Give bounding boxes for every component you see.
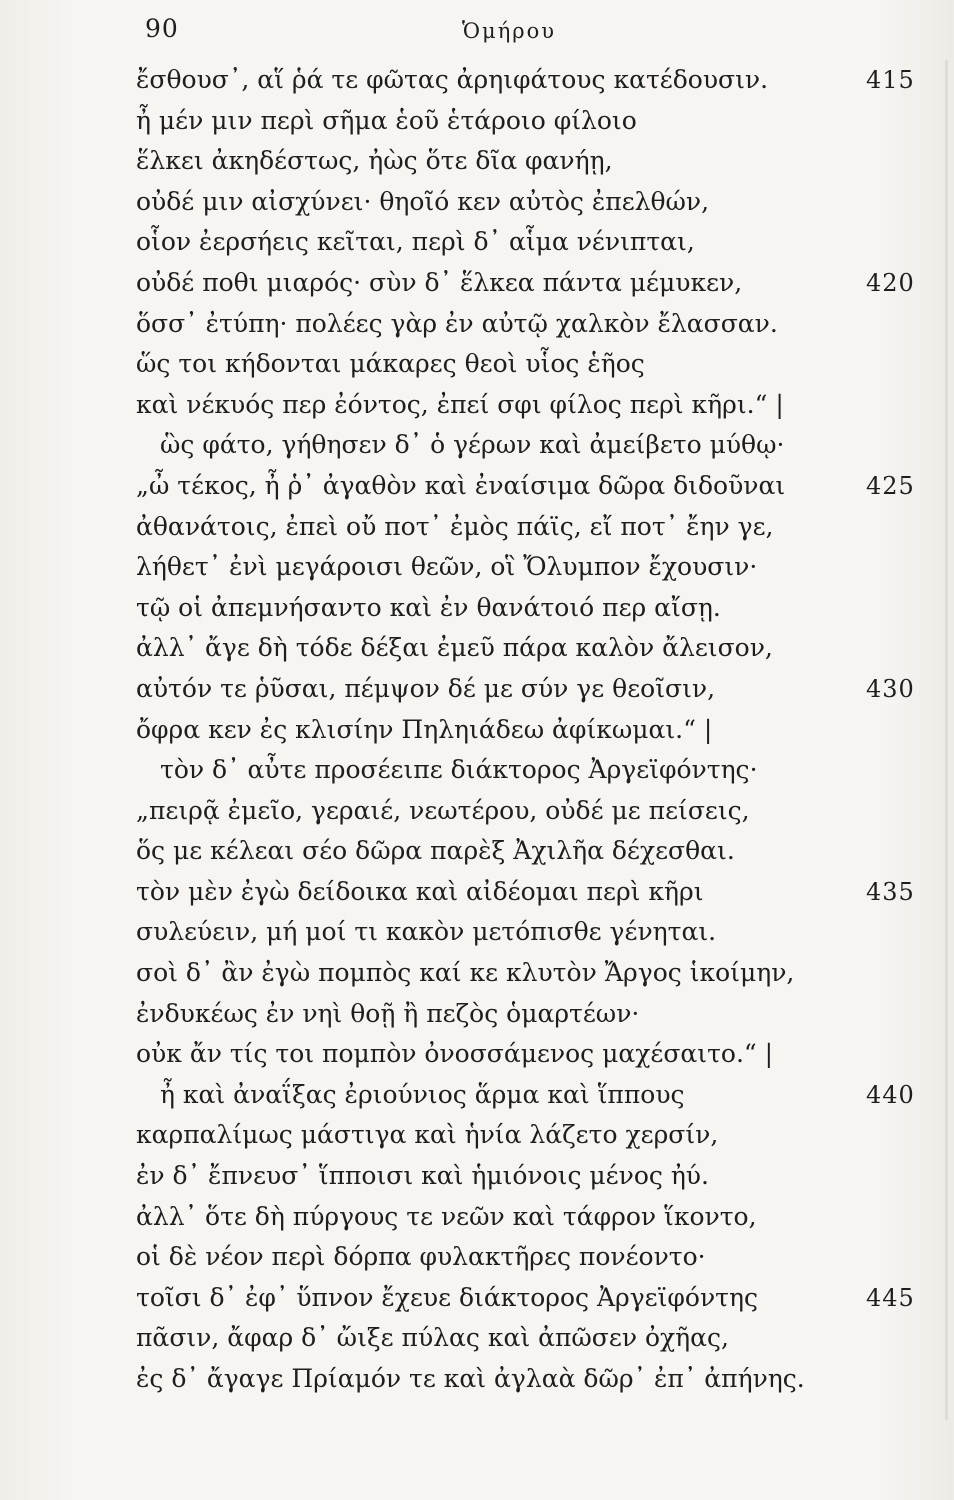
verse-text: ἔσθουσ᾽, αἵ ῥά τε φῶτας ἀρηιφάτους κατέδουσιν. [136, 65, 769, 94]
verse-line [0, 1320, 954, 1361]
verse-text: ἐς δ᾽ ἄγαγε Πρίαμόν τε καὶ ἀγλαὰ δῶρ᾽ ἐπ᾽ ἀπήνης. [136, 1364, 805, 1393]
verse-line [0, 143, 954, 184]
verse-line [0, 874, 954, 915]
verse-text: τοῖσι δ᾽ ἐφ᾽ ὕπνον ἔχευε διάκτορος Ἀργεϊφόντης [136, 1282, 758, 1312]
verse-line [0, 833, 954, 874]
verse-text: καὶ νέκυός περ ἐόντος, ἐπεί σφι φίλος περὶ κῆρι.“ | [136, 389, 784, 419]
verse-line [0, 712, 954, 753]
verse-text: ἐν δ᾽ ἔπνευσ᾽ ἵπποισι καὶ ἡμιόνοις μένος ἠύ. [136, 1161, 709, 1191]
verse-line [0, 1280, 954, 1321]
verse-text: συλεύειν, μή μοί τι κακὸν μετόπισθε γένηται. [136, 917, 717, 947]
verse-line [0, 468, 954, 509]
verse-text: ὅσσ᾽ ἐτύπη· πολέες γὰρ ἐν αὐτῷ χαλκὸν ἔλασσαν. [136, 308, 778, 338]
line-number: 445 [866, 1283, 915, 1312]
verse-text: ἦ μέν μιν περὶ σῆμα ἑοῦ ἑτάροιο φίλοιο [136, 105, 637, 135]
verse-text: οὐδέ μιν αἰσχύνει· θηοῖό κεν αὐτὸς ἐπελθών, [136, 186, 710, 216]
verse-text: λήθετ᾽ ἐνὶ μεγάροισι θεῶν, οἳ Ὄλυμπον ἔχουσιν· [136, 552, 758, 582]
verse-line [0, 103, 954, 144]
verse-line [0, 427, 954, 468]
verse-text: καρπαλίμως μάστιγα καὶ ἡνία λάζετο χερσίν, [136, 1120, 719, 1150]
verse-line [0, 914, 954, 955]
verse-line [0, 1158, 954, 1199]
page-edge-shadow [945, 60, 948, 1420]
verse-text: ὣς φάτο, γήθησεν δ᾽ ὁ γέρων καὶ ἀμείβετο μύθῳ· [160, 430, 785, 460]
verse-text: ἦ καὶ ἀναΐξας ἐριούνιος ἅρμα καὶ ἵππους [160, 1079, 685, 1109]
verse-text: πᾶσιν, ἄφαρ δ᾽ ὤιξε πύλας καὶ ἀπῶσεν ὀχῆας, [136, 1323, 729, 1353]
line-number: 440 [866, 1080, 915, 1109]
verse-text: ὥς τοι κήδονται μάκαρες θεοὶ υἷος ἑῆος [136, 349, 645, 379]
verse-line [0, 62, 954, 103]
verse-text: οὐδέ ποθι μιαρός· σὺν δ᾽ ἕλκεα πάντα μέμυκεν, [136, 267, 743, 297]
line-number: 415 [866, 66, 915, 94]
verse-line [0, 793, 954, 834]
verse-line [0, 1361, 954, 1402]
verse-line [0, 671, 954, 712]
verse-text: τὸν δ᾽ αὖτε προσέειπε διάκτορος Ἀργεϊφόντης· [160, 755, 758, 785]
verse-line [0, 509, 954, 550]
verse-line [0, 265, 954, 306]
verse-text: „πειρᾷ ἐμεῖο, γεραιέ, νεωτέρου, οὐδέ με πείσεις, [136, 795, 750, 825]
verse-line [0, 955, 954, 996]
verse-line [0, 184, 954, 225]
verse-text: οἱ δὲ νέον περὶ δόρπα φυλακτῆρες πονέοντο· [136, 1242, 706, 1272]
verse-line [0, 630, 954, 671]
verse-line [0, 1077, 954, 1118]
verse-line [0, 1199, 954, 1240]
line-number: 430 [866, 674, 915, 703]
verse-text: ἐνδυκέως ἐν νηὶ θοῇ ἢ πεζὸς ὁμαρτέων· [136, 998, 640, 1028]
verse-text: ἀλλ᾽ ἄγε δὴ τόδε δέξαι ἐμεῦ πάρα καλὸν ἄλεισον, [136, 633, 773, 663]
verse-line [0, 224, 954, 265]
running-head: Ὁμήρου [462, 19, 557, 43]
verse-block [0, 62, 954, 1402]
verse-line [0, 1117, 954, 1158]
verse-line [0, 549, 954, 590]
verse-text: αὐτόν τε ῥῦσαι, πέμψον δέ με σύν γε θεοῖσιν, [136, 673, 716, 703]
verse-line [0, 752, 954, 793]
page-number: 90 [145, 14, 179, 43]
verse-text: ἕλκει ἀκηδέστως, ἠὼς ὅτε δῖα φανήῃ, [136, 146, 613, 176]
verse-text: „ὦ τέκος, ἦ ῥ᾽ ἀγαθὸν καὶ ἐναίσιμα δῶρα διδοῦναι [136, 470, 786, 500]
verse-line [0, 996, 954, 1037]
verse-text: ἀλλ᾽ ὅτε δὴ πύργους τε νεῶν καὶ τάφρον ἵκοντο, [136, 1201, 757, 1231]
verse-line [0, 346, 954, 387]
verse-line [0, 590, 954, 631]
verse-text: ὅς με κέλεαι σέο δῶρα παρὲξ Ἀχιλῆα δέχεσθαι. [136, 836, 735, 866]
verse-text: τὸν μὲν ἐγὼ δείδοικα καὶ αἰδέομαι περὶ κῆρι [136, 876, 704, 906]
verse-text: ἀθανάτοις, ἐπεὶ οὔ ποτ᾽ ἐμὸς πάϊς, εἴ ποτ᾽ ἔην γε, [136, 511, 774, 541]
verse-text: οὐκ ἄν τίς τοι πομπὸν ὀνοσσάμενος μαχέσαιτο.“ | [136, 1039, 774, 1069]
verse-text: σοὶ δ᾽ ἂν ἐγὼ πομπὸς καί κε κλυτὸν Ἄργος ἱκοίμην, [136, 958, 795, 988]
verse-text: οἷον ἐερσήεις κεῖται, περὶ δ᾽ αἷμα νένιπται, [136, 227, 695, 257]
verse-line [0, 1036, 954, 1077]
line-number: 435 [866, 877, 915, 906]
verse-line [0, 387, 954, 428]
verse-text: τῷ οἱ ἀπεμνήσαντο καὶ ἐν θανάτοιό περ αἴσῃ. [136, 592, 721, 622]
verse-text: ὄφρα κεν ἐς κλισίην Πηληιάδεω ἀφίκωμαι.“ | [136, 714, 713, 744]
line-number: 420 [866, 268, 915, 297]
verse-line [0, 306, 954, 347]
verse-line [0, 1239, 954, 1280]
line-number: 425 [866, 471, 915, 500]
